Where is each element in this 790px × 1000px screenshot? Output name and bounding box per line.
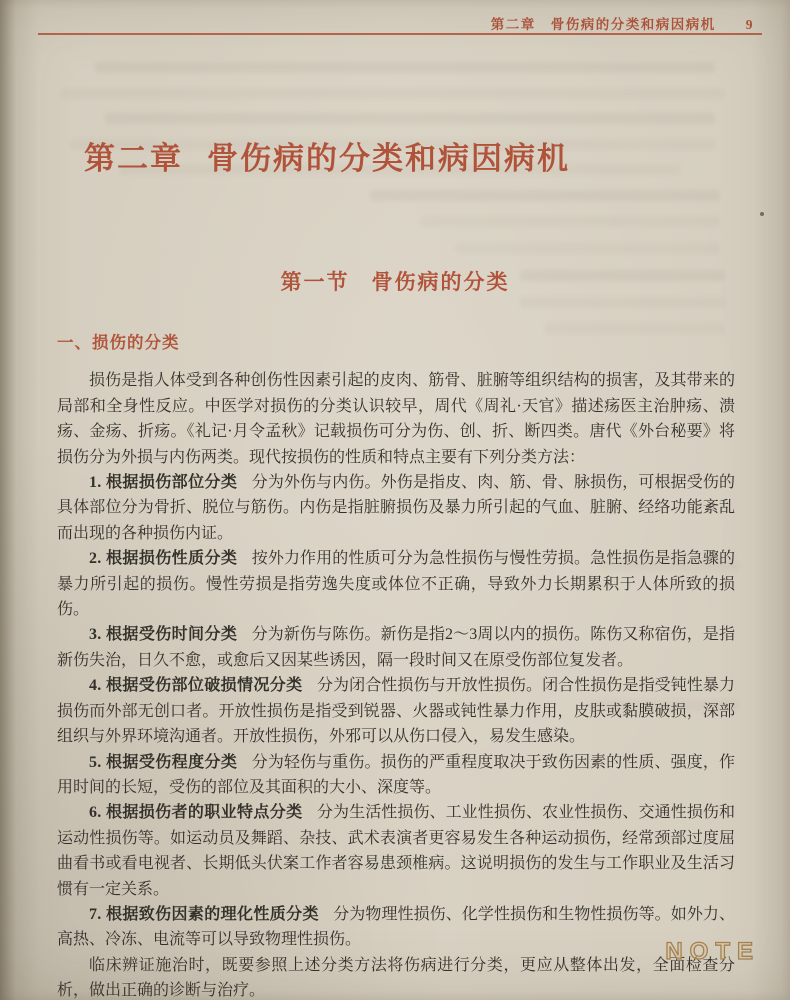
chapter-number: 第二章 — [84, 141, 183, 176]
classification-item — [57, 750, 735, 801]
chapter-name: 骨伤病的分类和病因病机 — [207, 141, 570, 176]
item-label: 6. 根据损伤者的职业特点分类 — [89, 804, 303, 822]
classification-item — [57, 546, 735, 622]
classification-item — [57, 470, 735, 546]
note-watermark: NOTE — [665, 938, 760, 965]
scan-speck — [760, 212, 764, 216]
subsection-title: 一、损伤的分类 — [57, 333, 180, 352]
item-text: 分为轻伤与重伤。损伤的严重程度取决于致伤因素的性质、强度，作用时间的长短，受伤的部位及其面积的大小、深度等。 — [57, 753, 735, 796]
bleed-through-line — [370, 190, 720, 201]
item-text: 按外力作用的性质可分为急性损伤与慢性劳损。急性损伤是指急骤的暴力所引起的损伤。慢性劳损是指劳逸失度或体位不正确，导致外力长期累积于人体所致的损伤。 — [57, 550, 735, 619]
bleed-through-line — [105, 113, 715, 124]
item-text: 分为生活性损伤、工业性损伤、农业性损伤、交通性损伤和运动性损伤等。如运动员及舞蹈、杂技、武术表演者更容易发生各种运动损伤，经常颈部过度屈曲看书或看电视者、长期低头伏案工作者容易患颈椎病。这说明损伤的发生与工作职业及生活习惯有一定关系。 — [57, 804, 735, 898]
item-label: 3. 根据受伤时间分类 — [89, 626, 238, 644]
section-name: 骨伤病的分类 — [371, 270, 510, 294]
body-content — [57, 330, 735, 1000]
classification-list — [57, 470, 735, 953]
scan-gutter-shadow — [0, 0, 16, 1000]
page-header — [491, 13, 754, 33]
page-number: 9 — [745, 17, 754, 32]
section-number: 第一节 — [280, 270, 350, 294]
item-label: 2. 根据损伤性质分类 — [89, 550, 238, 568]
bleed-through-line — [95, 62, 715, 73]
bleed-through-line — [455, 243, 720, 254]
bleed-through-line — [60, 88, 725, 99]
item-text: 分为外伤与内伤。外伤是指皮、肉、筋、骨、脉损伤，可根据受伤的具体部位分为骨折、脱位与筋伤。内伤是指脏腑损伤及暴力所引起的气血、脏腑、经络功能紊乱而出现的各种损伤内证。 — [57, 474, 735, 542]
classification-item — [57, 622, 735, 673]
header-rule — [38, 33, 762, 35]
running-title: 第二章 骨伤病的分类和病因病机 — [490, 17, 716, 32]
chapter-title — [84, 133, 570, 178]
classification-item — [57, 800, 735, 902]
classification-item — [57, 902, 735, 953]
bleed-through-line — [520, 297, 725, 308]
section-title — [0, 266, 790, 296]
classification-item — [57, 673, 735, 749]
closing-paragraph: 临床辨证施治时，既要参照上述分类方法将伤病进行分类，更应从整体出发，全面检查分析，做出正确的诊断与治疗。 — [57, 956, 735, 1000]
item-text: 分为物理性损伤、化学性损伤和生物性损伤等。如外力、高热、冷冻、电流等可以导致物理性损伤。 — [57, 905, 735, 949]
item-label: 7. 根据致伤因素的理化性质分类 — [89, 905, 319, 923]
item-label: 1. 根据损伤部位分类 — [89, 474, 238, 492]
item-label: 5. 根据受伤程度分类 — [89, 753, 238, 771]
item-text: 分为闭合性损伤与开放性损伤。闭合性损伤是指受钝性暴力损伤而外部无创口者。开放性损伤是指受到锐器、火器或钝性暴力作用，皮肤或黏膜破损，深部组织与外界环境沟通者。开放性损伤，外邪可以从伤口侵入，易发生感染。 — [57, 677, 735, 746]
bleed-through-line — [420, 216, 720, 227]
intro-paragraph: 损伤是指人体受到各种创伤性因素引起的皮肉、筋骨、脏腑等组织结构的损害，及其带来的局部和全身性反应。中医学对损伤的分类认识较早，周代《周礼·天官》描述疡医主治肿疡、溃疡、金疡、折疡。《礼记·月令孟秋》记载损伤可分为伤、创、折、断四类。唐代《外台秘要》将损伤分为外损与内伤两类。现代按损伤的性质和特点主要有下列分类方法： — [57, 372, 735, 466]
item-text: 分为新伤与陈伤。新伤是指2～3周以内的损伤。陈伤又称宿伤，是指新伤失治，日久不愈，或愈后又因某些诱因，隔一段时间又在原受伤部位复发者。 — [57, 626, 735, 669]
item-label: 4. 根据受伤部位破损情况分类 — [89, 677, 303, 695]
